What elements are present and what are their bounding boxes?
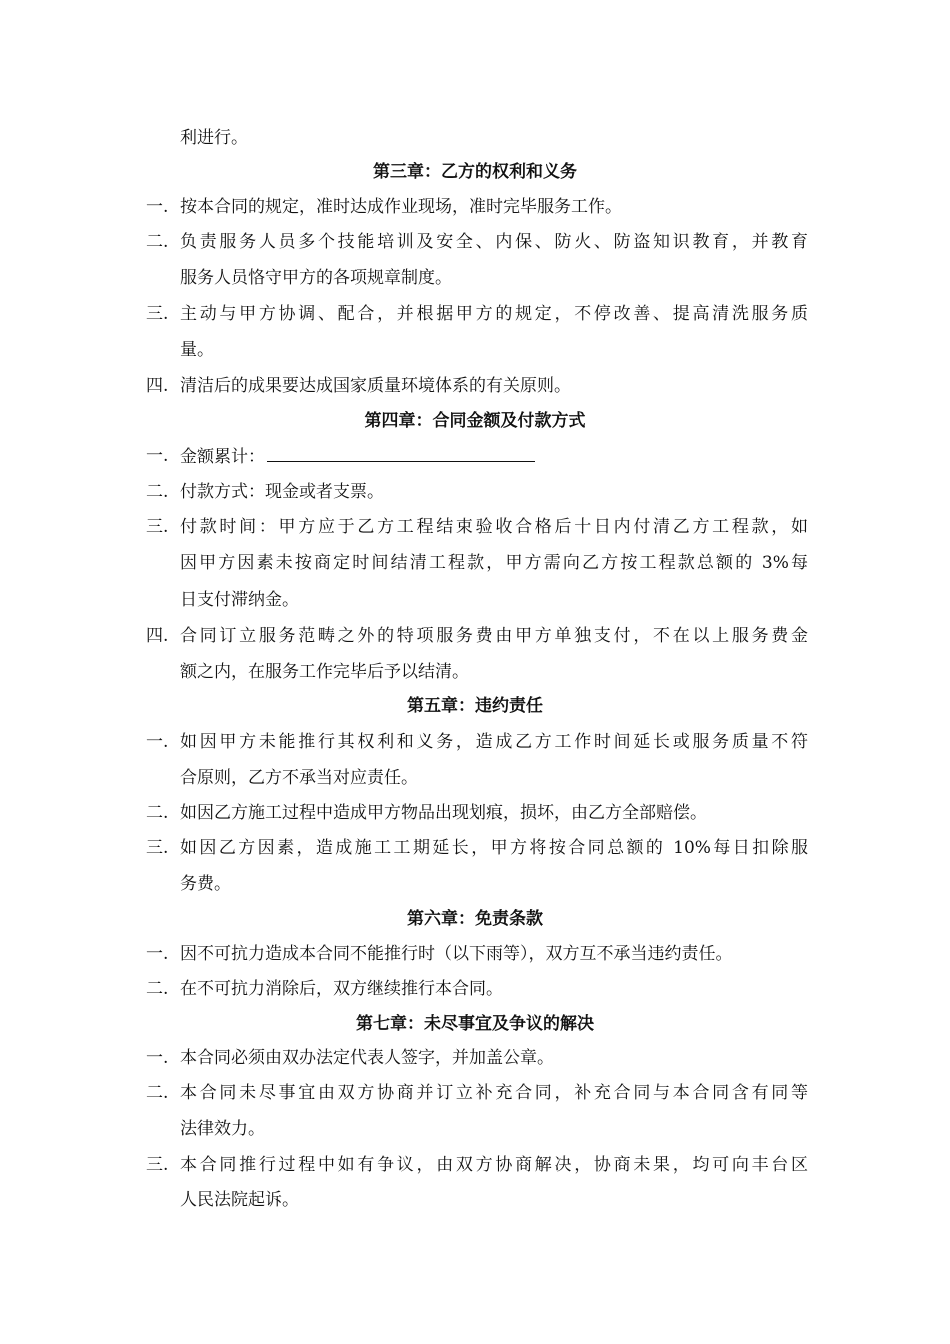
item-text: 主动与甲方协调、配合，并根据甲方的规定，不停改善、提高清洗服务质 bbox=[180, 304, 808, 324]
chapter-4-heading: 第四章：合同金额及付款方式 bbox=[364, 411, 586, 431]
paragraph-text: 利进行。 bbox=[180, 128, 248, 148]
item-text: 付款时间：甲方应于乙方工程结束验收合格后十日内付清乙方工程款，如 bbox=[180, 517, 808, 537]
item-number: 二. bbox=[146, 232, 169, 252]
item-number: 一. bbox=[146, 1048, 169, 1068]
item-text: 金额累计： bbox=[180, 447, 265, 467]
item-text: 如因乙方因素，造成施工工期延长，甲方将按合同总额的 10%每日扣除服 bbox=[180, 838, 808, 858]
item-number: 二. bbox=[146, 1083, 169, 1103]
item-number: 三. bbox=[146, 838, 169, 858]
item-text: 因甲方因素未按商定时间结清工程款，甲方需向乙方按工程款总额的 3%每 bbox=[180, 553, 808, 573]
item-text: 人民法院起诉。 bbox=[180, 1190, 299, 1210]
item-text: 日支付滞纳金。 bbox=[180, 590, 299, 610]
item-text: 法律效力。 bbox=[180, 1119, 265, 1139]
item-number: 四. bbox=[146, 376, 169, 396]
item-text: 合原则，乙方不承当对应责任。 bbox=[180, 768, 418, 788]
item-text: 付款方式：现金或者支票。 bbox=[180, 482, 384, 502]
item-text: 本合同未尽事宜由双方协商并订立补充合同，补充合同与本合同含有同等 bbox=[180, 1083, 808, 1103]
item-number: 二. bbox=[146, 803, 169, 823]
item-text: 清洁后的成果要达成国家质量环境体系的有关原则。 bbox=[180, 376, 571, 396]
chapter-3-heading: 第三章：乙方的权利和义务 bbox=[373, 162, 577, 182]
amount-blank-field bbox=[267, 445, 535, 462]
item-text: 按本合同的规定，准时达成作业现场，准时完毕服务工作。 bbox=[180, 197, 622, 217]
item-text: 如因乙方施工过程中造成甲方物品出现划痕，损坏，由乙方全部赔偿。 bbox=[180, 803, 707, 823]
item-text: 负责服务人员多个技能培训及安全、内保、防火、防盗知识教育，并教育 bbox=[180, 232, 808, 252]
item-number: 三. bbox=[146, 304, 169, 324]
amount-line bbox=[180, 445, 808, 468]
item-text: 量。 bbox=[180, 340, 214, 360]
chapter-5-heading: 第五章：违约责任 bbox=[407, 696, 543, 716]
item-text: 务费。 bbox=[180, 874, 231, 894]
item-number: 三. bbox=[146, 517, 169, 537]
item-text: 服务人员恪守甲方的各项规章制度。 bbox=[180, 268, 452, 288]
chapter-6-heading: 第六章：免责条款 bbox=[407, 909, 543, 929]
item-number: 一. bbox=[146, 197, 169, 217]
item-text: 本合同推行过程中如有争议，由双方协商解决，协商未果，均可向丰台区 bbox=[180, 1155, 808, 1175]
item-text: 在不可抗力消除后，双方继续推行本合同。 bbox=[180, 979, 503, 999]
item-number: 三. bbox=[146, 1155, 169, 1175]
item-text: 合同订立服务范畴之外的特项服务费由甲方单独支付，不在以上服务费金 bbox=[180, 626, 808, 646]
item-text: 因不可抗力造成本合同不能推行时（以下雨等），双方互不承当违约责任。 bbox=[180, 944, 733, 964]
item-text: 额之内，在服务工作完毕后予以结清。 bbox=[180, 662, 469, 682]
item-number: 一. bbox=[146, 446, 169, 466]
chapter-7-heading: 第七章：未尽事宜及争议的解决 bbox=[356, 1014, 594, 1034]
item-number: 二. bbox=[146, 482, 169, 502]
item-number: 四. bbox=[146, 626, 169, 646]
item-text: 本合同必须由双办法定代表人签字，并加盖公章。 bbox=[180, 1048, 554, 1068]
item-text: 如因甲方未能推行其权利和义务，造成乙方工作时间延长或服务质量不符 bbox=[180, 732, 808, 752]
item-number: 一. bbox=[146, 944, 169, 964]
item-number: 一. bbox=[146, 732, 169, 752]
item-number: 二. bbox=[146, 979, 169, 999]
